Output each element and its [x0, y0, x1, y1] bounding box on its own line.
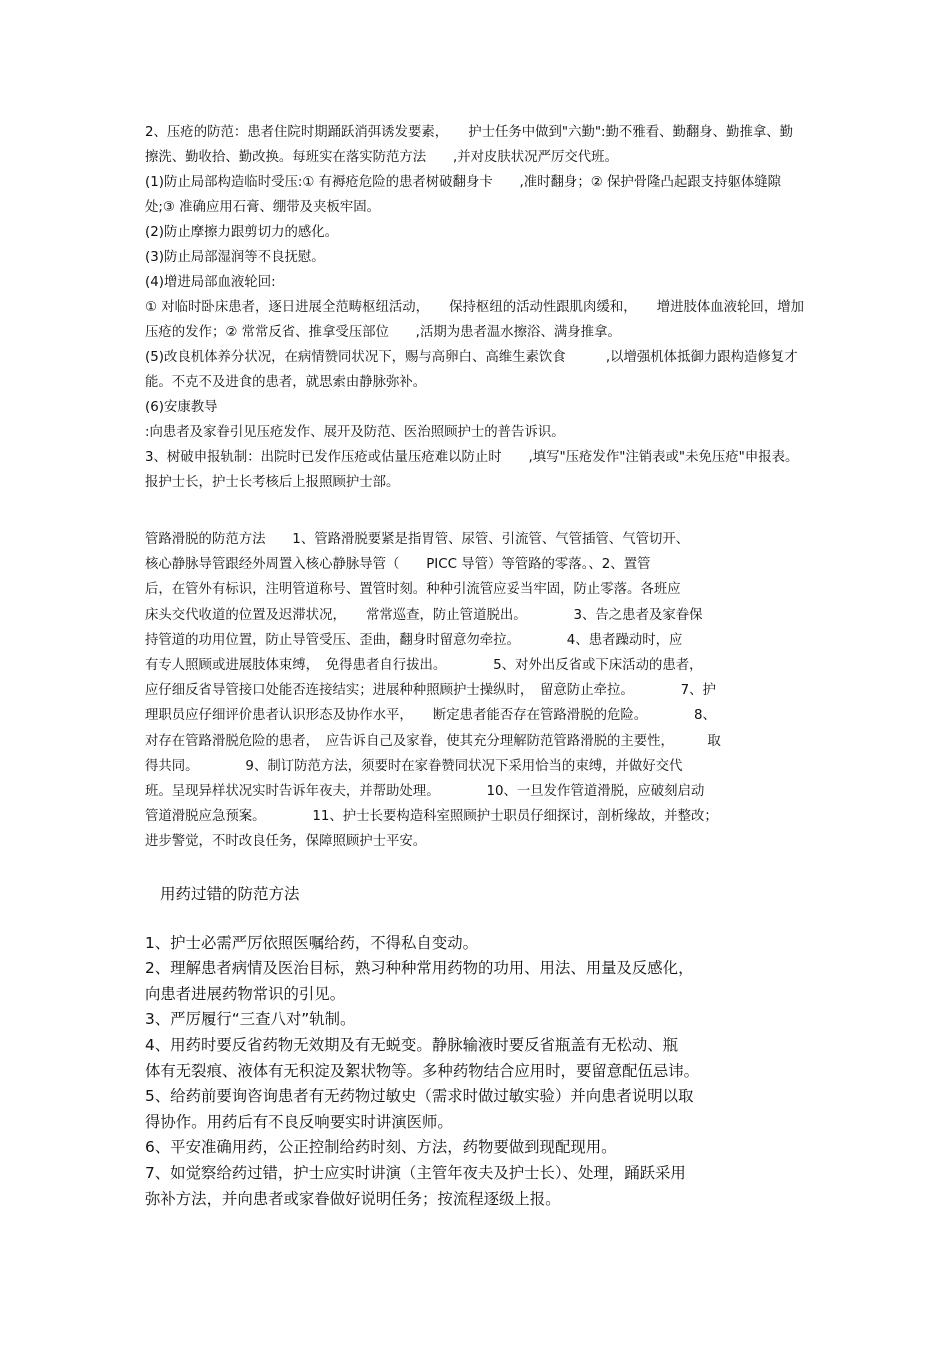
medication-error-section: [145, 931, 805, 1213]
tube-slippage-line: 理职员应仔细评价患者认识形态及协作水平， 断定患者能否存在管路滑脱的危险。 8、: [145, 708, 716, 724]
document-content: [145, 120, 805, 1212]
pressure-ulcer-item-6-detail: :向患者及家眷引见压疮发作、展开及防范、医治照顾护士的普告诉识。: [145, 425, 565, 440]
tube-slippage-section: [145, 527, 805, 855]
tube-slippage-line: 班。呈现异样状况实时告诉年夜夫，并帮助处理。 10、一旦发作管道滑脱，应破刻启动: [145, 784, 705, 800]
pressure-ulcer-section: [145, 120, 805, 495]
pressure-ulcer-reporting: 3、树破申报轨制：出院时已发作压疮或估量压疮难以防止时 ,填写"压疮发作"注销表或"未免压疮"申报表。报护士长，护士长考核后上报照顾护士部。: [145, 450, 799, 490]
pressure-ulcer-item-4: (4)增进局部血液轮回:: [145, 275, 276, 290]
medication-line: 得协作。用药后有不良反响要实时讲演医师。: [145, 1112, 453, 1131]
pressure-ulcer-intro: 2、压疮的防范：患者住院时期踊跃消弭诱发要素， 护士任务中做到"六勤":勤不雅看、勤翻身、勤推拿、勤擦洗、勤收拾、勤改换。每班实在落实防范方法 ,并对皮肤状况严厉交代班。: [145, 125, 794, 165]
tube-slippage-line: 应仔细反省导管接口处能否连接结实；进展种种照顾护士操纵时， 留意防止牵拉。 7、护: [145, 683, 716, 699]
tube-slippage-line: 对存在管路滑脱危险的患者， 应告诉自己及家眷，使其充分理解防范管路滑脱的主要性， 取: [145, 733, 721, 749]
tube-slippage-line: 核心静脉导管跟经外周置入核心静脉导管（ PICC 导管）等管路的零落。、2、置管: [145, 557, 651, 573]
medication-line: 5、给药前要询咨询患者有无药物过敏史（需求时做过敏实验）并向患者说明以取: [145, 1087, 694, 1106]
medication-line: 1、护士必需严厉依照医嘱给药，不得私自变动。: [145, 933, 478, 952]
tube-slippage-line: 持管道的功用位置，防止导管受压、歪曲，翻身时留意勿牵拉。 4、患者躁动时，应: [145, 632, 683, 648]
medication-line: 向患者进展药物常识的引见。: [145, 984, 346, 1003]
pressure-ulcer-item-1: (1)防止局部构造临时受压:① 有褥疮危险的患者树破翻身卡 ,准时翻身；② 保护骨隆凸起跟支持躯体缝隙处;③ 准确应用石膏、绷带及夹板牢固。: [145, 175, 782, 215]
pressure-ulcer-item-4-detail: ① 对临时卧床患者，逐日进展全范畴枢纽活动， 保持枢纽的活动性跟肌肉缓和， 增进肢体血液轮回，增加压疮的发作；② 常常反省、推拿受压部位 ,活期为患者温水擦浴、满身推拿。: [145, 300, 804, 340]
tube-slippage-line: 管道滑脱应急预案。 11、护士长要构造科室照顾护士职员仔细探讨，剖析缘故，并整改；: [145, 809, 718, 825]
pressure-ulcer-item-6: (6)安康教导: [145, 400, 218, 415]
pressure-ulcer-item-5: (5)改良机体养分状况，在病情赞同状况下，赐与高卵白、高维生素饮食 ,以增强机体抵御力跟构造修复才能。不克不及进食的患者，就思索由静脉弥补。: [145, 350, 798, 390]
medication-line: 弥补方法，并向患者或家眷做好说明任务；按流程逐级上报。: [145, 1189, 561, 1208]
tube-slippage-line: 进步警觉，不时改良任务，保障照顾护士平安。: [145, 834, 427, 850]
medication-error-heading: 用药过错的防范方法: [160, 884, 300, 903]
tube-slippage-line: 得共同。 9、制订防范方法，须要时在家眷赞同状况下采用恰当的束缚，并做好交代: [145, 758, 683, 774]
medication-line: 3、严厉履行“三查八对”轨制。: [145, 1010, 356, 1029]
tube-slippage-line: 后，在管外有标识，注明管道称号、置管时刻。种种引流管应妥当牢固，防止零落。各班应: [145, 582, 681, 598]
medication-line: 体有无裂痕、液体有无积淀及絮状物等。多种药物结合应用时，要留意配伍忌讳。: [145, 1061, 700, 1080]
medication-line: 7、如觉察给药过错，护士应实时讲演（主管年夜夫及护士长）、处理，踊跃采用: [145, 1163, 686, 1182]
medication-line: 4、用药时要反省药物无效期及有无蜕变。静脉输液时要反省瓶盖有无松动、瓶: [145, 1036, 679, 1055]
tube-slippage-line: 床头交代收道的位置及迟滞状况， 常常巡查，防止管道脱出。 3、告之患者及家眷保: [145, 607, 703, 623]
medication-line: 6、平安准确用药，公正控制给药时刻、方法，药物要做到现配现用。: [145, 1138, 617, 1157]
tube-slippage-line: 有专人照顾或进展肢体束缚， 免得患者自行拔出。 5、对外出反省或下床活动的患者，: [145, 658, 703, 674]
tube-slippage-line: 管路滑脱的防范方法 1、管路滑脱要紧是指胃管、尿管、引流管、气管插管、气管切开、: [145, 532, 690, 547]
pressure-ulcer-item-2: (2)防止摩擦力跟剪切力的感化。: [145, 225, 339, 240]
pressure-ulcer-item-3: (3)防止局部湿润等不良抚慰。: [145, 250, 325, 265]
medication-line: 2、理解患者病情及医治目标，熟习种种常用药物的功用、用法、用量及反感化，: [145, 959, 694, 978]
